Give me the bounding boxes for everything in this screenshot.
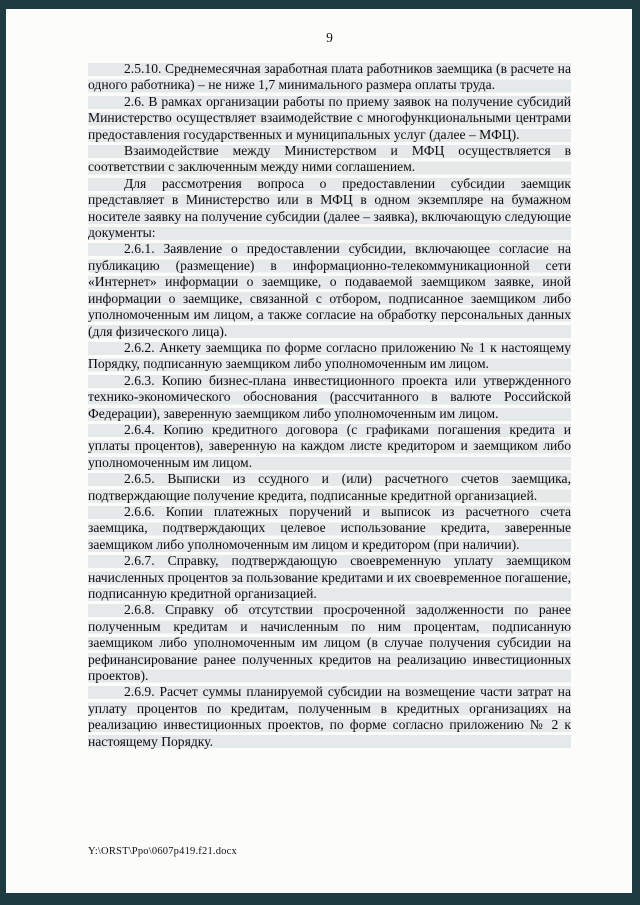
paragraph: 2.6.6. Копии платежных поручений и выписок из расчетного счета заемщика, подтверждающих целевое использование кредита, заверенные заемщиком либо уполномоченным им лицом и кредитором (при наличии). — [88, 503, 571, 552]
scan-edge-left — [0, 0, 6, 905]
paragraph: 2.6.3. Копию бизнес-плана инвестиционного проекта или утвержденного технико-экономического обоснования (рассчитанного в валюте Российской Федерации), заверенную заемщиком либо уполномоченным им лицом. — [88, 372, 571, 421]
paragraph: 2.6.1. Заявление о предоставлении субсидии, включающее согласие на публикацию (размещение) в информационно-телекоммуникационной сети «Интернет» информации о заемщике, о подаваемой заемщиком заявке, иной информации о заемщике, связанной с отбором, подписанное заемщиком либо уполномоченным им лицом, а также согласие на обработку персональных данных (для физического лица). — [88, 241, 571, 339]
document-body — [88, 61, 571, 750]
scan-edge-right — [632, 0, 640, 905]
scan-edge-bottom — [0, 893, 640, 905]
paragraph: 2.6.5. Выписки из ссудного и (или) расчетного счетов заемщика, подтверждающие получение кредита, подписанные кредитной организацией. — [88, 471, 571, 503]
scan-edge-top — [0, 0, 640, 9]
paragraph: 2.6.7. Справку, подтверждающую своевременную уплату заемщиком начисленных процентов за пользование кредитами и их своевременное погашение, подписанную кредитной организацией. — [88, 553, 571, 601]
paragraph: Для рассмотрения вопроса о предоставлении субсидии заемщик представляет в Министерство или в МФЦ в одном экземпляре на бумажном носителе заявку на получение субсидии (далее – заявка), включающую следующие документы: — [88, 175, 571, 241]
paragraph: 2.6.4. Копию кредитного договора (с графиками погашения кредита и уплаты процентов), заверенную на каждом листе кредитором и заемщиком либо уполномоченным им лицом. — [88, 421, 571, 470]
paragraph: 2.6.2. Анкету заемщика по форме согласно приложению № 1 к настоящему Порядку, подписанную заемщиком либо уполномоченным им лицом. — [88, 339, 571, 372]
paragraph: 2.6.9. Расчет суммы планируемой субсидии на возмещение части затрат на уплату процентов по кредитам, полученным в кредитных организациях на реализацию инвестиционных проектов, по форме согласно приложению № 2 к настоящему Порядку. — [88, 684, 571, 749]
file-path: Y:\ORST\Ppo\0607p419.f21.docx — [88, 846, 237, 857]
paragraph: 2.6.8. Справку об отсутствии просроченной задолженности по ранее полученным кредитам и начисленным по ним процентам, подписанную заемщиком либо уполномоченным им лицом (в случае получения субсидии на рефинансирование ранее полученных кредитов на реализацию инвестиционных проектов). — [88, 602, 571, 684]
paragraph: Взаимодействие между Министерством и МФЦ осуществляется в соответствии с заключенным между ними соглашением. — [88, 143, 571, 175]
paragraph: 2.6. В рамках организации работы по приему заявок на получение субсидий Министерство осуществляет взаимодействие с многофункциональными центрами предоставления государственных и муниципальных услуг (далее – МФЦ). — [88, 93, 571, 142]
paragraph: 2.5.10. Среднемесячная заработная плата работников заемщика (в расчете на одного работника) – не ниже 1,7 минимального размера оплаты труда. — [88, 61, 571, 93]
document-content — [88, 30, 571, 750]
page-number: 9 — [326, 30, 333, 45]
